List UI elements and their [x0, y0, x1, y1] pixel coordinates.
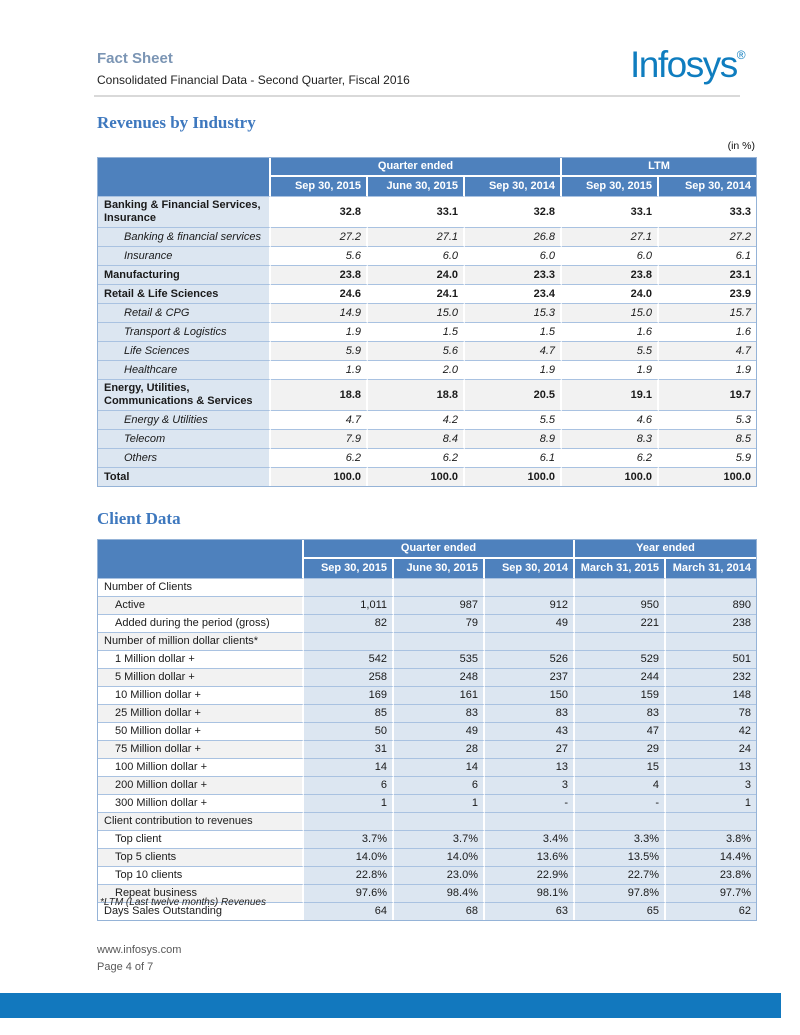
cell-value: 23.3: [465, 265, 562, 284]
cell-value: [304, 578, 394, 596]
row-label: Life Sciences: [98, 341, 271, 360]
cell-value: [575, 578, 666, 596]
cell-value: 3.7%: [394, 830, 485, 848]
cell-value: 23.0%: [394, 866, 485, 884]
corner-cell: [98, 158, 271, 196]
table-row: [98, 227, 756, 246]
cell-value: 83: [485, 704, 575, 722]
cell-value: [575, 632, 666, 650]
table-row: [98, 467, 756, 486]
cell-value: 5.9: [659, 448, 756, 467]
cell-value: 68: [394, 902, 485, 920]
cell-value: 33.3: [659, 196, 756, 227]
column-header: June 30, 2015: [394, 559, 485, 578]
table-row: [98, 650, 756, 668]
cell-value: 15.3: [465, 303, 562, 322]
cell-value: 28: [394, 740, 485, 758]
row-label: 10 Million dollar +: [98, 686, 304, 704]
cell-value: 19.1: [562, 379, 659, 410]
row-label: Top 5 clients: [98, 848, 304, 866]
column-header: March 31, 2014: [666, 559, 756, 578]
row-label: Retail & CPG: [98, 303, 271, 322]
cell-value: 100.0: [562, 467, 659, 486]
cell-value: 33.1: [562, 196, 659, 227]
registered-mark-icon: ®: [736, 48, 746, 62]
corner-cell: [98, 540, 304, 578]
cell-value: 6.1: [659, 246, 756, 265]
cell-value: 13.5%: [575, 848, 666, 866]
cell-value: 3: [485, 776, 575, 794]
cell-value: 23.8%: [666, 866, 756, 884]
cell-value: 987: [394, 596, 485, 614]
cell-value: 23.4: [465, 284, 562, 303]
cell-value: 32.8: [271, 196, 368, 227]
table-row: [98, 429, 756, 448]
cell-value: 1.9: [659, 360, 756, 379]
row-label: Client contribution to revenues: [98, 812, 304, 830]
cell-value: [304, 812, 394, 830]
cell-value: 4.2: [368, 410, 465, 429]
cell-value: 5.9: [271, 341, 368, 360]
cell-value: 27.2: [271, 227, 368, 246]
cell-value: 27: [485, 740, 575, 758]
cell-value: 232: [666, 668, 756, 686]
table-row: [98, 668, 756, 686]
table-row: [98, 322, 756, 341]
cell-value: 24.0: [562, 284, 659, 303]
cell-value: 912: [485, 596, 575, 614]
column-header: Sep 30, 2014: [465, 177, 562, 196]
cell-value: 150: [485, 686, 575, 704]
cell-value: 529: [575, 650, 666, 668]
column-header: Sep 30, 2015: [304, 559, 394, 578]
cell-value: 248: [394, 668, 485, 686]
footer-blue-bar: [0, 993, 781, 1018]
cell-value: 542: [304, 650, 394, 668]
table-row: [98, 614, 756, 632]
cell-value: 1.6: [562, 322, 659, 341]
cell-value: [485, 812, 575, 830]
table-row: [98, 410, 756, 429]
cell-value: 6.0: [368, 246, 465, 265]
cell-value: 1.9: [465, 360, 562, 379]
cell-value: 14: [304, 758, 394, 776]
cell-value: 3.8%: [666, 830, 756, 848]
column-header: June 30, 2015: [368, 177, 465, 196]
cell-value: 49: [394, 722, 485, 740]
column-group-ltm: LTM: [562, 158, 756, 177]
cell-value: 63: [485, 902, 575, 920]
cell-value: 26.8: [465, 227, 562, 246]
cell-value: 49: [485, 614, 575, 632]
cell-value: 19.7: [659, 379, 756, 410]
table-row: [98, 632, 756, 650]
cell-value: 43: [485, 722, 575, 740]
cell-value: 2.0: [368, 360, 465, 379]
table-row: [98, 776, 756, 794]
row-label: Others: [98, 448, 271, 467]
cell-value: 3.3%: [575, 830, 666, 848]
cell-value: 15.0: [368, 303, 465, 322]
row-label: 100 Million dollar +: [98, 758, 304, 776]
table-row: [98, 704, 756, 722]
revenues-by-industry-table: [97, 157, 757, 487]
cell-value: 890: [666, 596, 756, 614]
cell-value: 14.0%: [394, 848, 485, 866]
cell-value: 1.6: [659, 322, 756, 341]
cell-value: 1.9: [562, 360, 659, 379]
cell-value: 501: [666, 650, 756, 668]
cell-value: 161: [394, 686, 485, 704]
cell-value: 8.4: [368, 429, 465, 448]
row-label: 5 Million dollar +: [98, 668, 304, 686]
cell-value: 97.6%: [304, 884, 394, 902]
cell-value: [575, 812, 666, 830]
cell-value: 100.0: [271, 467, 368, 486]
row-label: 50 Million dollar +: [98, 722, 304, 740]
cell-value: 18.8: [271, 379, 368, 410]
table-header: [98, 158, 756, 196]
cell-value: 97.8%: [575, 884, 666, 902]
revenues-table-wrapper: [97, 157, 757, 487]
row-label: Repeat business: [98, 884, 304, 902]
cell-value: 83: [394, 704, 485, 722]
table-row: [98, 740, 756, 758]
cell-value: [394, 578, 485, 596]
cell-value: 1,011: [304, 596, 394, 614]
column-group-year: Year ended: [575, 540, 756, 559]
table-row: [98, 448, 756, 467]
row-label: Insurance: [98, 246, 271, 265]
table-row: [98, 596, 756, 614]
cell-value: 6.0: [562, 246, 659, 265]
cell-value: 6.2: [562, 448, 659, 467]
section-title-revenues: Revenues by Industry: [97, 113, 256, 132]
cell-value: 18.8: [368, 379, 465, 410]
cell-value: 526: [485, 650, 575, 668]
footer-url: www.infosys.com: [97, 944, 182, 956]
cell-value: [666, 578, 756, 596]
infosys-logo: Infosys®: [630, 44, 746, 85]
cell-value: 14: [394, 758, 485, 776]
table-row: [98, 246, 756, 265]
cell-value: 169: [304, 686, 394, 704]
table-row: [98, 196, 756, 227]
cell-value: [304, 632, 394, 650]
cell-value: 535: [394, 650, 485, 668]
cell-value: 237: [485, 668, 575, 686]
cell-value: 4.7: [271, 410, 368, 429]
cell-value: [666, 812, 756, 830]
cell-value: 33.1: [368, 196, 465, 227]
cell-value: 23.1: [659, 265, 756, 284]
cell-value: 5.6: [271, 246, 368, 265]
table-row: [98, 303, 756, 322]
cell-value: 27.2: [659, 227, 756, 246]
column-group-quarter: Quarter ended: [271, 158, 562, 177]
row-label: Manufacturing: [98, 265, 271, 284]
row-label: Transport & Logistics: [98, 322, 271, 341]
row-label: 25 Million dollar +: [98, 704, 304, 722]
row-label: Total: [98, 467, 271, 486]
document-subtitle: Consolidated Financial Data - Second Quarter, Fiscal 2016: [97, 73, 410, 87]
cell-value: 238: [666, 614, 756, 632]
cell-value: 950: [575, 596, 666, 614]
row-label: Banking & financial services: [98, 227, 271, 246]
table-row: [98, 686, 756, 704]
row-label: Days Sales Outstanding: [98, 902, 304, 920]
cell-value: 4.7: [465, 341, 562, 360]
cell-value: 1.5: [368, 322, 465, 341]
header-divider: [94, 95, 740, 97]
cell-value: 14.0%: [304, 848, 394, 866]
cell-value: 5.6: [368, 341, 465, 360]
column-header: Sep 30, 2014: [485, 559, 575, 578]
row-label: Banking & Financial Services, Insurance: [98, 196, 271, 227]
row-label: Active: [98, 596, 304, 614]
table-row: [98, 341, 756, 360]
cell-value: 15.7: [659, 303, 756, 322]
table-row: [98, 379, 756, 410]
table-row: [98, 794, 756, 812]
cell-value: 1: [394, 794, 485, 812]
row-label: Energy, Utilities, Communications & Services: [98, 379, 271, 410]
cell-value: 98.1%: [485, 884, 575, 902]
cell-value: 27.1: [368, 227, 465, 246]
cell-value: [666, 632, 756, 650]
cell-value: 20.5: [465, 379, 562, 410]
cell-value: 5.3: [659, 410, 756, 429]
cell-value: 65: [575, 902, 666, 920]
cell-value: 62: [666, 902, 756, 920]
client-table-wrapper: [97, 539, 757, 921]
column-group-quarter: Quarter ended: [304, 540, 575, 559]
client-data-table: [97, 539, 757, 921]
cell-value: 4.6: [562, 410, 659, 429]
cell-value: 32.8: [465, 196, 562, 227]
cell-value: 100.0: [368, 467, 465, 486]
cell-value: 24.1: [368, 284, 465, 303]
row-label: 1 Million dollar +: [98, 650, 304, 668]
cell-value: 1.5: [465, 322, 562, 341]
cell-value: 258: [304, 668, 394, 686]
cell-value: 31: [304, 740, 394, 758]
cell-value: 13: [485, 758, 575, 776]
cell-value: 14.9: [271, 303, 368, 322]
row-label: 300 Million dollar +: [98, 794, 304, 812]
section-title-clients: Client Data: [97, 509, 181, 528]
table-row: [98, 265, 756, 284]
table-row: [98, 848, 756, 866]
column-header: March 31, 2015: [575, 559, 666, 578]
cell-value: 13.6%: [485, 848, 575, 866]
cell-value: 64: [304, 902, 394, 920]
document-title: Fact Sheet: [97, 50, 173, 67]
table-row: [98, 578, 756, 596]
table-row: [98, 830, 756, 848]
cell-value: 42: [666, 722, 756, 740]
cell-value: 24.6: [271, 284, 368, 303]
table-row: [98, 812, 756, 830]
footer-page-number: Page 4 of 7: [97, 961, 154, 973]
cell-value: 29: [575, 740, 666, 758]
cell-value: -: [575, 794, 666, 812]
cell-value: 6: [304, 776, 394, 794]
cell-value: 82: [304, 614, 394, 632]
cell-value: 244: [575, 668, 666, 686]
cell-value: 8.5: [659, 429, 756, 448]
cell-value: 22.8%: [304, 866, 394, 884]
unit-note: (in %): [727, 140, 755, 152]
cell-value: 6.2: [271, 448, 368, 467]
cell-value: 148: [666, 686, 756, 704]
cell-value: 85: [304, 704, 394, 722]
cell-value: 24.0: [368, 265, 465, 284]
cell-value: 22.9%: [485, 866, 575, 884]
cell-value: 22.7%: [575, 866, 666, 884]
cell-value: 3.4%: [485, 830, 575, 848]
cell-value: 3: [666, 776, 756, 794]
cell-value: 100.0: [465, 467, 562, 486]
cell-value: 24: [666, 740, 756, 758]
row-label: Top client: [98, 830, 304, 848]
table-row: [98, 758, 756, 776]
cell-value: 6.1: [465, 448, 562, 467]
cell-value: 1.9: [271, 322, 368, 341]
cell-value: [485, 578, 575, 596]
cell-value: 50: [304, 722, 394, 740]
table-footnote: *LTM (Last twelve months) Revenues: [100, 897, 266, 908]
row-label: Telecom: [98, 429, 271, 448]
row-label: Healthcare: [98, 360, 271, 379]
row-label: Number of million dollar clients*: [98, 632, 304, 650]
cell-value: 5.5: [465, 410, 562, 429]
cell-value: [485, 632, 575, 650]
table-row: [98, 360, 756, 379]
cell-value: 47: [575, 722, 666, 740]
cell-value: 6.0: [465, 246, 562, 265]
cell-value: 14.4%: [666, 848, 756, 866]
cell-value: 8.9: [465, 429, 562, 448]
cell-value: 15: [575, 758, 666, 776]
column-header: Sep 30, 2015: [271, 177, 368, 196]
table-row: [98, 866, 756, 884]
cell-value: 97.7%: [666, 884, 756, 902]
row-label: 200 Million dollar +: [98, 776, 304, 794]
cell-value: 79: [394, 614, 485, 632]
cell-value: 1: [666, 794, 756, 812]
cell-value: 1: [304, 794, 394, 812]
row-label: Energy & Utilities: [98, 410, 271, 429]
cell-value: 4.7: [659, 341, 756, 360]
table-row: [98, 722, 756, 740]
column-header: Sep 30, 2014: [659, 177, 756, 196]
cell-value: 23.8: [562, 265, 659, 284]
cell-value: 159: [575, 686, 666, 704]
cell-value: 1.9: [271, 360, 368, 379]
cell-value: 15.0: [562, 303, 659, 322]
cell-value: 100.0: [659, 467, 756, 486]
row-label: 75 Million dollar +: [98, 740, 304, 758]
row-label: Number of Clients: [98, 578, 304, 596]
table-row: [98, 284, 756, 303]
row-label: Top 10 clients: [98, 866, 304, 884]
cell-value: 4: [575, 776, 666, 794]
cell-value: 7.9: [271, 429, 368, 448]
cell-value: 6: [394, 776, 485, 794]
cell-value: 3.7%: [304, 830, 394, 848]
cell-value: 78: [666, 704, 756, 722]
table-header: [98, 540, 756, 578]
row-label: Added during the period (gross): [98, 614, 304, 632]
cell-value: -: [485, 794, 575, 812]
cell-value: 98.4%: [394, 884, 485, 902]
row-label: Retail & Life Sciences: [98, 284, 271, 303]
cell-value: 27.1: [562, 227, 659, 246]
cell-value: 221: [575, 614, 666, 632]
cell-value: 83: [575, 704, 666, 722]
cell-value: 6.2: [368, 448, 465, 467]
cell-value: [394, 812, 485, 830]
cell-value: 5.5: [562, 341, 659, 360]
cell-value: 23.9: [659, 284, 756, 303]
cell-value: [394, 632, 485, 650]
cell-value: 8.3: [562, 429, 659, 448]
column-header: Sep 30, 2015: [562, 177, 659, 196]
cell-value: 13: [666, 758, 756, 776]
cell-value: 23.8: [271, 265, 368, 284]
